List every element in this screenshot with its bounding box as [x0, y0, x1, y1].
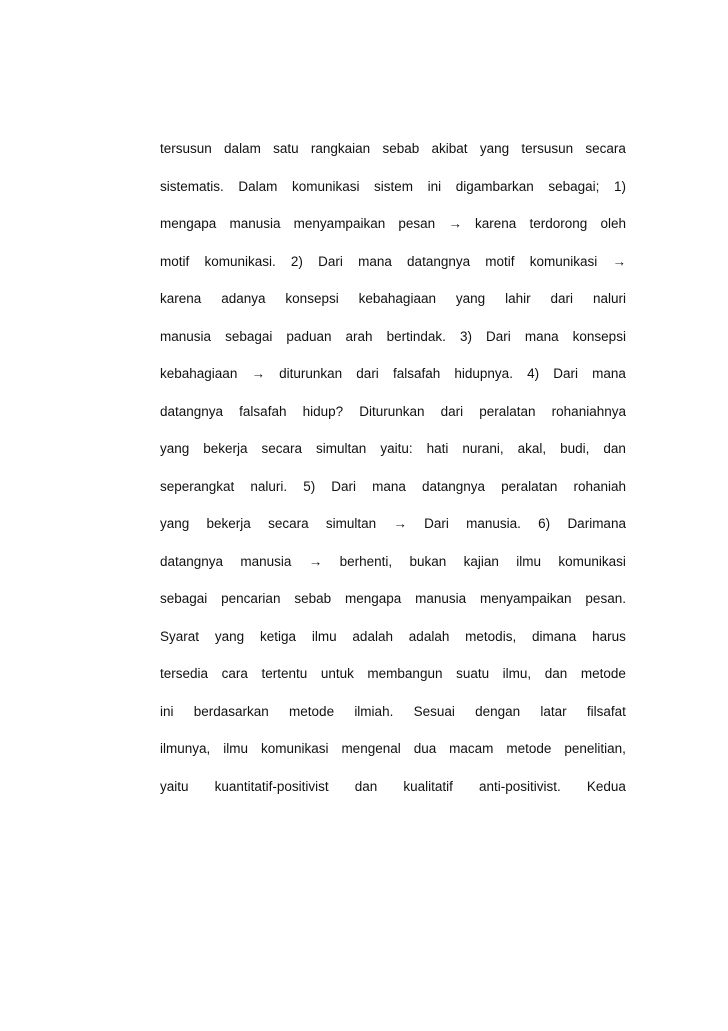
- word: tersusun: [521, 141, 574, 156]
- word: dalam: [224, 141, 261, 156]
- word: lahir: [505, 291, 531, 306]
- word: tertentu: [261, 666, 308, 681]
- word: budi,: [560, 441, 590, 456]
- word: 5): [303, 478, 316, 494]
- word: dan: [544, 666, 568, 681]
- word: manusia: [229, 216, 281, 231]
- word: bertindak.: [386, 328, 446, 344]
- text-line: [160, 778, 626, 816]
- word: Kedua: [586, 778, 626, 794]
- word: komunikasi: [529, 253, 598, 269]
- word: datangnya: [160, 553, 224, 569]
- word: satu: [273, 141, 299, 156]
- word: yang: [160, 441, 190, 456]
- word: Dari: [318, 253, 343, 269]
- word: mengapa: [160, 216, 217, 231]
- word: ilmunya,: [160, 741, 211, 756]
- word: oleh: [600, 216, 626, 231]
- word: simultan: [316, 441, 367, 456]
- word: ilmu: [223, 741, 248, 756]
- body-text: [160, 140, 626, 815]
- word: 3): [459, 328, 472, 344]
- word: →: [251, 366, 265, 381]
- word: sebagai: [160, 591, 208, 606]
- word: suatu: [456, 666, 490, 681]
- word: untuk: [320, 666, 354, 681]
- word: ilmu,: [502, 666, 532, 681]
- word: mengenal: [341, 741, 401, 756]
- word: 4): [527, 366, 540, 381]
- word: datangnya: [160, 403, 224, 419]
- word: →: [448, 216, 462, 231]
- word: hidupnya.: [454, 366, 513, 381]
- word: sebagai: [225, 328, 273, 344]
- word: kuantitatif-positivist: [214, 778, 329, 794]
- word: pesan.: [585, 591, 626, 606]
- text-line: [160, 140, 626, 178]
- word: naluri: [592, 291, 626, 306]
- word: 2): [290, 253, 303, 269]
- word: mana: [592, 366, 626, 381]
- word: manusia: [240, 553, 292, 569]
- word: komunikasi.: [204, 253, 276, 269]
- text-line: [160, 628, 626, 666]
- word: ketiga: [259, 628, 296, 644]
- word: sistem: [374, 178, 414, 194]
- word: dari: [550, 291, 574, 306]
- word: kebahagiaan: [358, 291, 436, 306]
- word: terdorong: [529, 216, 588, 231]
- word: komunikasi: [558, 553, 626, 569]
- word: harus: [592, 628, 626, 644]
- word: Dalam: [238, 178, 278, 194]
- word: ini: [160, 703, 174, 719]
- word: mana: [524, 328, 559, 344]
- word: Sesuai: [413, 703, 455, 719]
- word: menyampaikan: [293, 216, 386, 231]
- word: paduan: [286, 328, 332, 344]
- text-line: [160, 290, 626, 328]
- word: falsafah: [239, 403, 287, 419]
- word: yang: [455, 291, 486, 306]
- word: ilmiah.: [354, 703, 394, 719]
- word: yang: [160, 516, 190, 531]
- word: metode: [506, 741, 552, 756]
- word: dua: [413, 741, 437, 756]
- word: seperangkat: [160, 478, 235, 494]
- word: dari: [440, 403, 464, 419]
- word: pesan: [398, 216, 436, 231]
- word: hati: [426, 441, 449, 456]
- word: yaitu:: [380, 441, 413, 456]
- word: digambarkan: [455, 178, 534, 194]
- word: mana: [372, 478, 406, 494]
- word: secara: [268, 516, 309, 531]
- text-line: [160, 178, 626, 216]
- word: komunikasi: [260, 741, 329, 756]
- text-line: [160, 703, 626, 741]
- word: sebab: [294, 591, 332, 606]
- word: datangnya: [407, 253, 471, 269]
- word: dengan: [475, 703, 521, 719]
- word: penelitian,: [564, 741, 626, 756]
- word: kualitatif: [403, 778, 453, 794]
- word: bekerja: [203, 441, 248, 456]
- word: berhenti,: [339, 553, 393, 569]
- word: bekerja: [206, 516, 251, 531]
- word: dan: [354, 778, 378, 794]
- word: metode: [580, 666, 626, 681]
- word: Dari: [486, 328, 511, 344]
- word: Dari: [424, 516, 449, 531]
- word: komunikasi: [291, 178, 360, 194]
- text-line: [160, 253, 626, 291]
- word: bukan: [409, 553, 447, 569]
- text-line: [160, 365, 626, 403]
- word: peralatan: [479, 403, 536, 419]
- word: hidup?: [302, 403, 344, 419]
- word: datangnya: [421, 478, 486, 494]
- word: akibat: [431, 141, 468, 156]
- word: Dari: [331, 478, 357, 494]
- word: Syarat: [160, 628, 200, 644]
- text-line: [160, 515, 626, 553]
- word: manusia: [160, 328, 212, 344]
- word: manusia: [415, 591, 467, 606]
- word: tersusun: [160, 141, 212, 156]
- word: cara: [221, 666, 248, 681]
- word: diturunkan: [279, 366, 343, 381]
- word: metode: [289, 703, 335, 719]
- word: dari: [356, 366, 379, 381]
- word: rangkaian: [310, 141, 371, 156]
- word: sistematis.: [160, 178, 224, 194]
- word: metodis,: [465, 628, 517, 644]
- word: mana: [358, 253, 392, 269]
- word: tersedia: [160, 666, 209, 681]
- text-line: [160, 440, 626, 478]
- word: manusia.: [466, 516, 521, 531]
- word: filsafat: [586, 703, 626, 719]
- word: →: [393, 516, 407, 531]
- word: membangun: [367, 666, 443, 681]
- word: peralatan: [501, 478, 558, 494]
- word: →: [308, 553, 323, 569]
- word: konsepsi: [572, 328, 626, 344]
- text-line: [160, 553, 626, 591]
- word: arah: [345, 328, 373, 344]
- word: Darimana: [567, 516, 626, 531]
- text-line: [160, 740, 626, 778]
- word: karena: [475, 216, 517, 231]
- word: nurani,: [462, 441, 504, 456]
- word: yaitu: [160, 778, 189, 794]
- word: naluri.: [250, 478, 288, 494]
- word: ilmu: [516, 553, 542, 569]
- word: menyampaikan: [480, 591, 572, 606]
- word: adalah: [408, 628, 450, 644]
- word: kebahagiaan: [160, 366, 238, 381]
- word: 1): [613, 178, 626, 194]
- word: dimana: [532, 628, 577, 644]
- word: berdasarkan: [193, 703, 269, 719]
- word: simultan: [325, 516, 377, 531]
- text-line: [160, 665, 626, 703]
- word: rohaniahnya: [551, 403, 626, 419]
- word: pencarian: [221, 591, 281, 606]
- text-line: [160, 590, 626, 628]
- word: motif: [485, 253, 515, 269]
- text-line: [160, 328, 626, 366]
- word: latar: [540, 703, 567, 719]
- word: konsepsi: [285, 291, 339, 306]
- word: kajian: [463, 553, 499, 569]
- word: adanya: [221, 291, 266, 306]
- word: mengapa: [344, 591, 402, 606]
- word: adalah: [352, 628, 393, 644]
- word: macam: [449, 741, 494, 756]
- word: ini: [427, 178, 442, 194]
- word: anti-positivist.: [479, 778, 561, 794]
- text-line: [160, 215, 626, 253]
- word: falsafah: [392, 366, 441, 381]
- word: rohaniah: [573, 478, 626, 494]
- word: 6): [538, 516, 551, 531]
- text-line: [160, 403, 626, 441]
- word: Diturunkan: [359, 403, 425, 419]
- word: akal,: [517, 441, 547, 456]
- word: secara: [585, 141, 626, 156]
- word: secara: [261, 441, 303, 456]
- word: karena: [160, 291, 202, 306]
- text-line: [160, 478, 626, 516]
- word: yang: [479, 141, 510, 156]
- word: ilmu: [311, 628, 337, 644]
- word: dan: [603, 441, 626, 456]
- word: sebab: [382, 141, 420, 156]
- word: motif: [160, 253, 190, 269]
- word: Dari: [553, 366, 579, 381]
- word: →: [612, 253, 626, 269]
- word: sebagai;: [548, 178, 600, 194]
- word: yang: [214, 628, 245, 644]
